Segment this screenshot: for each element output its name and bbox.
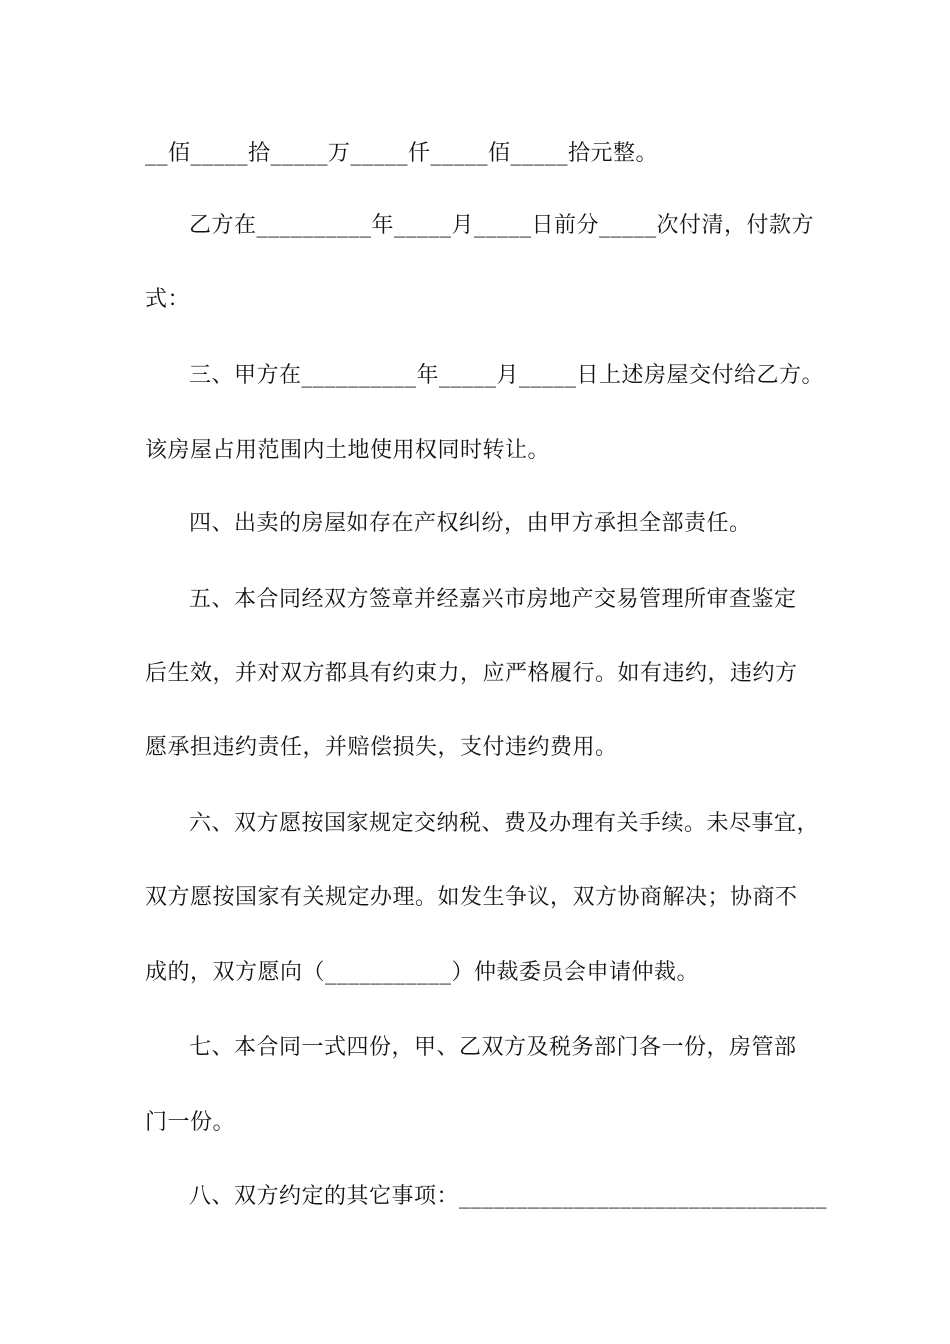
payment-line-2: 式： bbox=[145, 287, 191, 312]
clause-6-line-1: 六、双方愿按国家规定交纳税、费及办理有关手续。未尽事宜， bbox=[189, 811, 820, 836]
clause-5-line-2: 后生效，并对双方都具有约束力，应严格履行。如有违约，违约方 bbox=[145, 661, 798, 686]
clause-5-line-1: 五、本合同经双方签章并经嘉兴市房地产交易管理所审查鉴定 bbox=[189, 587, 797, 612]
payment-line-1: 乙方在__________年_____月_____日前分_____次付清，付款方 bbox=[189, 213, 815, 238]
clause-6-line-3: 成的，双方愿向（___________）仲裁委员会申请仲裁。 bbox=[145, 960, 700, 985]
clause-7-line-1: 七、本合同一式四份，甲、乙双方及税务部门各一份，房管部 bbox=[189, 1035, 797, 1060]
clause-3-line-1: 三、甲方在__________年_____月_____日上述房屋交付给乙方。 bbox=[189, 363, 825, 388]
clause-5-line-3: 愿承担违约责任，并赔偿损失，支付违约费用。 bbox=[145, 735, 618, 760]
clause-4-line-1: 四、出卖的房屋如存在产权纠纷，由甲方承担全部责任。 bbox=[189, 511, 752, 536]
amount-line: __佰_____拾_____万_____仟_____佰_____拾元整。 bbox=[145, 141, 659, 166]
clause-3-line-2: 该房屋占用范围内土地使用权同时转让。 bbox=[145, 438, 551, 463]
clause-7-line-2: 门一份。 bbox=[145, 1110, 236, 1135]
clause-8-line-1: 八、双方约定的其它事项：________________________________ bbox=[189, 1184, 828, 1209]
clause-6-line-2: 双方愿按国家有关规定办理。如发生争议，双方协商解决；协商不 bbox=[145, 885, 798, 910]
